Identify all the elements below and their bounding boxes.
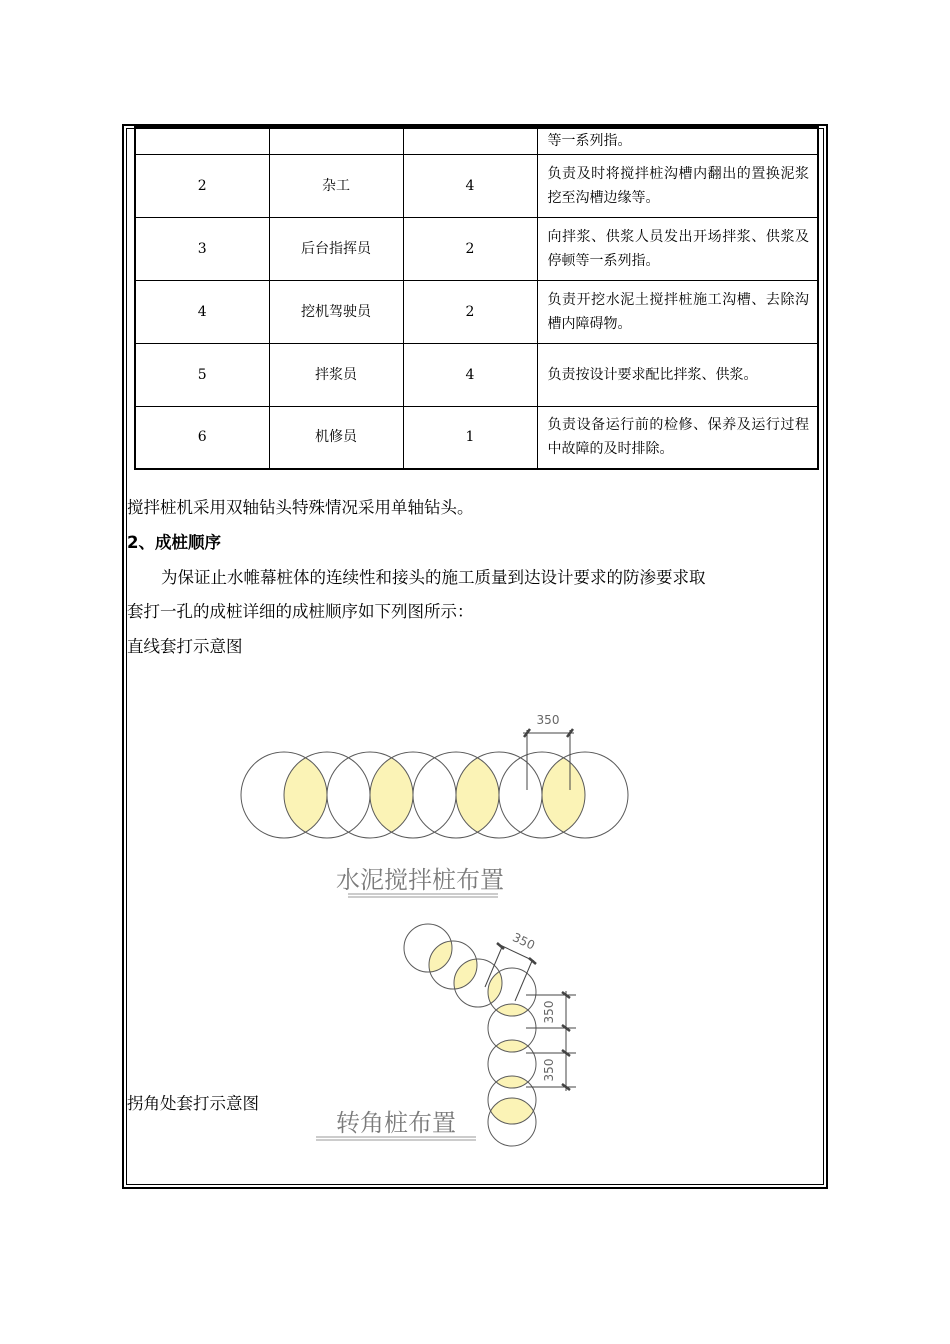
table-cell-role bbox=[269, 127, 403, 154]
table-cell-count bbox=[403, 127, 537, 154]
table-cell-role: 后台指挥员 bbox=[269, 217, 403, 280]
table-cell-no: 3 bbox=[135, 217, 269, 280]
table-cell-count: 1 bbox=[403, 406, 537, 469]
table-row bbox=[135, 280, 818, 343]
table-cell-no bbox=[135, 127, 269, 154]
staff-table bbox=[134, 126, 819, 470]
corner-caption: 拐角处套打示意图 bbox=[127, 1094, 259, 1113]
table-cell-no: 2 bbox=[135, 154, 269, 217]
dimension-label: 350 bbox=[542, 1000, 556, 1024]
table-cell-count: 2 bbox=[403, 280, 537, 343]
straight-caption: 直线套打示意图 bbox=[127, 637, 243, 656]
table-row bbox=[135, 127, 818, 154]
table-cell-role: 拌浆员 bbox=[269, 343, 403, 406]
corner-diagram-title: 转角桩布置 bbox=[336, 1109, 456, 1137]
table-row bbox=[135, 406, 818, 469]
table-cell-count: 4 bbox=[403, 154, 537, 217]
table-row bbox=[135, 217, 818, 280]
paragraph-line-2: 套打一孔的成桩详细的成桩顺序如下列图所示： bbox=[127, 602, 474, 621]
dimension-label: 350 bbox=[510, 930, 538, 953]
table-cell-role: 挖机驾驶员 bbox=[269, 280, 403, 343]
machine-note: 搅拌桩机采用双轴钻头特殊情况采用单轴钻头。 bbox=[127, 498, 474, 517]
table-cell-duty: 向拌浆、供浆人员发出开场拌浆、供浆及停顿等一系列指。 bbox=[537, 217, 818, 280]
dimension-label: 350 bbox=[536, 713, 560, 727]
table-cell-no: 4 bbox=[135, 280, 269, 343]
table-cell-no: 5 bbox=[135, 343, 269, 406]
table-cell-no: 6 bbox=[135, 406, 269, 469]
paragraph-line-1: 为保证止水帷幕桩体的连续性和接头的施工质量到达设计要求的防渗要求取 bbox=[161, 568, 706, 587]
section-heading: 2、成桩顺序 bbox=[127, 533, 221, 552]
table-cell-duty: 负责按设计要求配比拌浆、供浆。 bbox=[537, 343, 818, 406]
table-cell-duty: 负责开挖水泥土搅拌桩施工沟槽、去除沟槽内障碍物。 bbox=[537, 280, 818, 343]
table-cell-role: 机修员 bbox=[269, 406, 403, 469]
table-row bbox=[135, 154, 818, 217]
table-cell-count: 2 bbox=[403, 217, 537, 280]
corner-pile-diagram bbox=[300, 915, 600, 1155]
straight-diagram-title: 水泥搅拌桩布置 bbox=[336, 866, 504, 894]
straight-pile-diagram bbox=[230, 700, 620, 900]
table-cell-duty: 负责及时将搅拌桩沟槽内翻出的置换泥浆挖至沟槽边缘等。 bbox=[537, 154, 818, 217]
table-cell-count: 4 bbox=[403, 343, 537, 406]
table-cell-role: 杂工 bbox=[269, 154, 403, 217]
dimension-label: 350 bbox=[542, 1058, 556, 1082]
table-cell-duty: 等一系列指。 bbox=[537, 127, 818, 154]
table-cell-duty: 负责设备运行前的检修、保养及运行过程中故障的及时排除。 bbox=[537, 406, 818, 469]
table-row bbox=[135, 343, 818, 406]
